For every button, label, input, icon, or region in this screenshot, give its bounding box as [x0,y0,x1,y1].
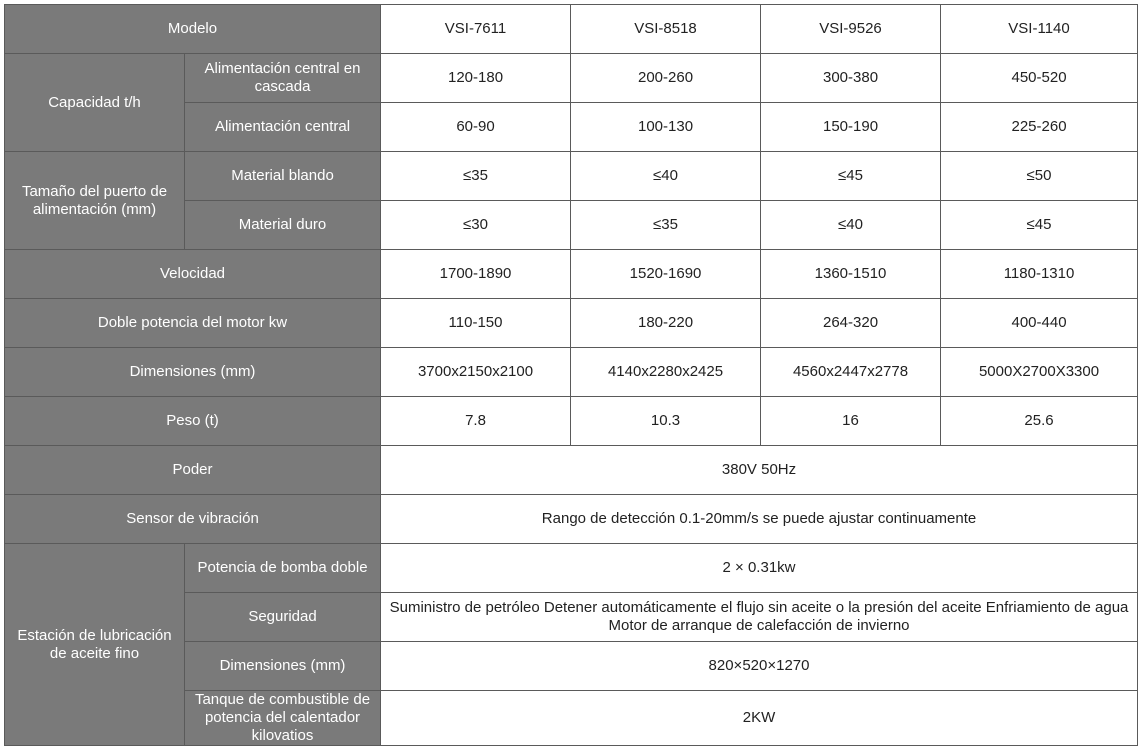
poder-value: 380V 50Hz [381,446,1138,495]
capacidad-label: Capacidad t/h [5,54,185,152]
cell-value: 10.3 [571,397,761,446]
spec-table [4,4,1138,746]
lub-dimensiones-label: Dimensiones (mm) [185,642,381,691]
cell-value: 5000X2700X3300 [941,348,1138,397]
cell-value: 25.6 [941,397,1138,446]
dimensiones-label: Dimensiones (mm) [5,348,381,397]
velocidad-label: Velocidad [5,250,381,299]
cell-value: 1700-1890 [381,250,571,299]
blando-label: Material blando [185,152,381,201]
sensor-label: Sensor de vibración [5,495,381,544]
table-row [5,299,1138,348]
seguridad-value: Suministro de petróleo Detener automáticamente el flujo sin aceite o la presión del aceite Enfriamiento de agua Motor de arranque de calefacción de invierno [381,593,1138,642]
seguridad-label: Seguridad [185,593,381,642]
cell-value: ≤45 [761,152,941,201]
cell-value: 4560x2447x2778 [761,348,941,397]
cell-value: 100-130 [571,103,761,152]
cell-value: 3700x2150x2100 [381,348,571,397]
cell-value: 1360-1510 [761,250,941,299]
central-label: Alimentación central [185,103,381,152]
table-row [5,250,1138,299]
cascada-label: Alimentación central en cascada [185,54,381,103]
sensor-value: Rango de detección 0.1-20mm/s se puede ajustar continuamente [381,495,1138,544]
cell-value: ≤40 [761,201,941,250]
tanque-value: 2KW [381,691,1138,746]
cell-value: ≤50 [941,152,1138,201]
puerto-label: Tamaño del puerto de alimentación (mm) [5,152,185,250]
cell-value: 225-260 [941,103,1138,152]
model-name: VSI-7611 [381,5,571,54]
cell-value: ≤40 [571,152,761,201]
bomba-value: 2 × 0.31kw [381,544,1138,593]
cell-value: 110-150 [381,299,571,348]
cell-value: 16 [761,397,941,446]
duro-label: Material duro [185,201,381,250]
cell-value: 400-440 [941,299,1138,348]
bomba-label: Potencia de bomba doble [185,544,381,593]
lubricacion-label: Estación de lubricación de aceite fino [5,544,185,746]
model-name: VSI-8518 [571,5,761,54]
peso-label: Peso (t) [5,397,381,446]
model-name: VSI-9526 [761,5,941,54]
cell-value: 200-260 [571,54,761,103]
modelo-label: Modelo [5,5,381,54]
table-row [5,348,1138,397]
table-row [5,397,1138,446]
lub-dimensiones-value: 820×520×1270 [381,642,1138,691]
model-name: VSI-1140 [941,5,1138,54]
cell-value: 60-90 [381,103,571,152]
tanque-label: Tanque de combustible de potencia del calentador kilovatios [185,691,381,746]
cell-value: ≤45 [941,201,1138,250]
table-row [5,5,1138,54]
cell-value: 300-380 [761,54,941,103]
potencia-motor-label: Doble potencia del motor kw [5,299,381,348]
table-row [5,446,1138,495]
cell-value: 4140x2280x2425 [571,348,761,397]
cell-value: 7.8 [381,397,571,446]
cell-value: 120-180 [381,54,571,103]
cell-value: 180-220 [571,299,761,348]
table-row [5,544,1138,593]
poder-label: Poder [5,446,381,495]
cell-value: ≤35 [381,152,571,201]
cell-value: ≤35 [571,201,761,250]
table-row [5,495,1138,544]
cell-value: 1520-1690 [571,250,761,299]
cell-value: ≤30 [381,201,571,250]
cell-value: 264-320 [761,299,941,348]
cell-value: 150-190 [761,103,941,152]
table-row [5,152,1138,201]
cell-value: 450-520 [941,54,1138,103]
cell-value: 1180-1310 [941,250,1138,299]
table-row [5,54,1138,103]
